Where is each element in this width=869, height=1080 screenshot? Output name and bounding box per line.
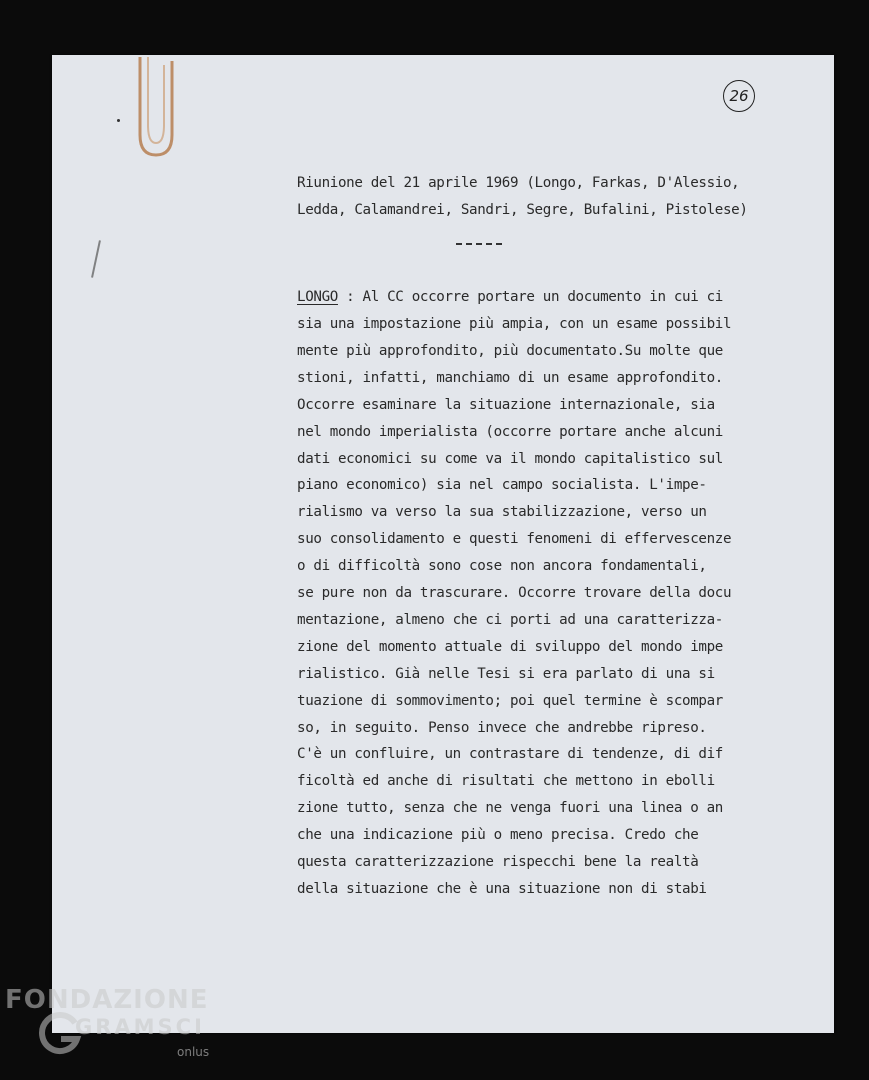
body-line: se pure non da trascurare. Occorre trovare della docu [297,585,732,601]
header-separator [456,243,502,245]
body-line-first [297,290,723,304]
watermark-line-1: FONDAZIONE [5,985,209,1015]
watermark-line-3: onlus [177,1045,210,1059]
body-line: C'è un confluire, un contrastare di tendenze, di dif [297,746,723,763]
header-line-2: Ledda, Calamandrei, Sandri, Segre, Bufalini, Pistolese) [297,202,748,218]
body-line: mente più approfondito, più documentato.Su molte que [297,342,723,359]
body-line: questa caratterizzazione rispecchi bene la realtà [297,854,699,870]
ink-dot [117,119,120,122]
body-line: dati economici su come va il mondo capitalistico sul [297,450,723,467]
page-number: 26 [723,80,755,112]
body-line: nel mondo imperialista (occorre portare anche alcuni [297,423,723,440]
paperclip-stain [134,55,180,159]
body-line: suo consolidamento e questi fenomeni di effervescenze [297,531,732,548]
header-line-1: Riunione del 21 aprile 1969 (Longo, Farkas, D'Alessio, [297,175,740,191]
body-line: rialismo va verso la sua stabilizzazione, verso un [297,504,707,521]
first-line-text: : Al CC occorre portare un documento in cui ci [337,289,723,305]
watermark-logo [5,985,220,1065]
body-line: della situazione che è una situazione non di stabi [297,880,707,897]
body-line: piano economico) sia nel campo socialista. L'impe- [297,477,707,494]
body-line: sia una impostazione più ampia, con un esame possibil [297,316,732,332]
body-line: ficoltà ed anche di risultati che mettono in ebolli [297,773,715,790]
body-line: zione tutto, senza che ne venga fuori una linea o an [297,800,723,817]
watermark-line-2: GRAMSCI [75,1015,205,1039]
body-line: mentazione, almeno che ci porti ad una caratterizza- [297,611,723,628]
body-line: tuazione di sommovimento; poi quel termine è scompar [297,692,723,709]
body-line: stioni, infatti, manchiamo di un esame approfondito. [297,369,723,386]
body-line: so, in seguito. Penso invece che andrebbe ripreso. [297,719,707,736]
body-line: zione del momento attuale di sviluppo del mondo impe [297,638,723,655]
speaker-name: LONGO [297,289,338,305]
body-line: o di difficoltà sono cose non ancora fondamentali, [297,558,707,575]
body-line: rialistico. Già nelle Tesi si era parlato di una si [297,665,715,682]
body-line: Occorre esaminare la situazione internazionale, sia [297,396,715,413]
body-line: che una indicazione più o meno precisa. Credo che [297,827,699,844]
